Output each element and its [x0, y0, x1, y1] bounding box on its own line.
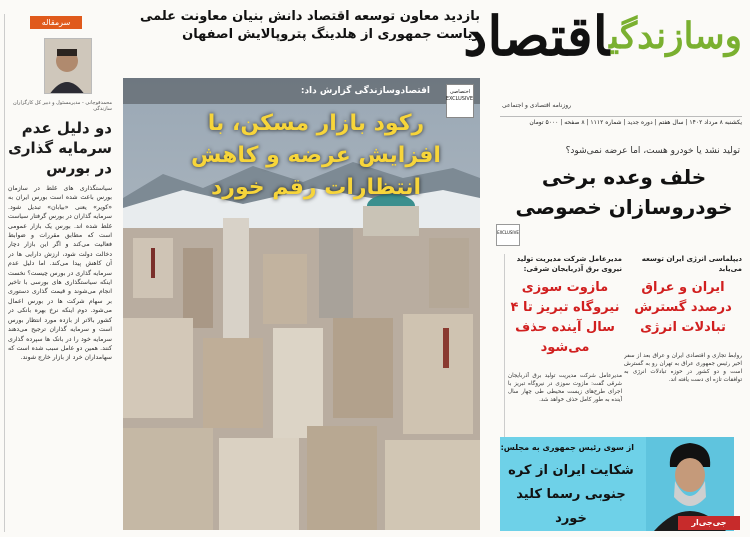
column-label: سرمقاله — [30, 16, 82, 29]
story-powerplant[interactable] — [504, 254, 622, 442]
story-powerplant-kicker: مدیرعامل شرکت مدیریت تولید نیروی برق آذربایجان شرقی: — [516, 255, 622, 273]
right-kicker: تولید نشد یا خودرو هست، اما عرضه نمی‌شود؟ — [565, 146, 740, 156]
column-author: محمدقوچانی - مدیرمسئول و دبیر کل کارگزاران سازندگی — [12, 100, 112, 112]
exclusive-badge: اختصاصی EXCLUSIVE — [446, 84, 474, 118]
story-energy-headline[interactable]: ایران و عراق درصدد گسترش تبادلات انرژی — [634, 280, 732, 335]
bottom-box-headline[interactable]: شکایت ایران از کره جنوبی رسما کلید خورد — [508, 463, 634, 526]
column-title[interactable]: دو دلیل عدم سرمایه گذاری در بورس — [8, 119, 112, 177]
story-energy-body: روابط تجاری و اقتصادی ایران و عراق بعد از سفر اخیر رئیس جمهوری عراق به تهران رو به گسترش است و دو کشور در حوزه تبادلات انرژی به توافقات تازه ای دست یافته اند. — [624, 353, 742, 383]
report-tag: اقتصادوسازندگی گزارش داد: — [300, 86, 430, 96]
story-energy-kicker: دیپلماسی انرژی ایران توسعه می‌یابد — [641, 255, 742, 273]
exclusive-badge-small: EXCLUSIVE — [496, 224, 520, 246]
main-headline[interactable]: رکود بازار مسکن، با افزایش عرضه و کاهش انتظارات رقم خورد — [191, 111, 441, 200]
bottom-box-kicker: از سوی رئیس جمهوری به مجلس: — [500, 443, 634, 452]
story-energy[interactable] — [624, 254, 742, 422]
masthead-title-main: اقتصاد — [463, 4, 610, 68]
editorial-column — [4, 14, 114, 532]
author-photo — [44, 38, 92, 94]
masthead-title — [463, 4, 742, 68]
brand-logo: جی‌جی‌ار — [678, 516, 740, 530]
right-headline[interactable]: خلف وعده برخی خودروسازان خصوصی — [515, 165, 733, 219]
top-headline[interactable]: بازدید معاون توسعه اقتصاد دانش بنیان معاونت علمی ریاست جمهوری از هلدینگ پتروپالایش اصفهان — [139, 9, 480, 42]
masthead — [463, 4, 742, 128]
issue-line: یکشنبه ۸ مرداد ۱۴۰۲ | سال هفتم | دوره جدید | شماره ۱۱۱۲ | ۸ صفحه | ۵۰۰۰ تومان — [500, 116, 742, 128]
story-powerplant-body: مدیرعامل شرکت مدیریت تولید برق آذربایجان شرقی گفت: مازوت سوزی در نیروگاه تبریز با اجرای طرح‌های زیست محیطی طی چهار سال آینده به طور کامل حذف خواهد شد. — [508, 373, 622, 403]
masthead-subtitle: روزنامه اقتصادی و اجتماعی — [502, 102, 572, 109]
column-body: سیاستگذاری های غلط در سازمان بورس باعث شده است بورس ایران به «کویر» یعنی «بیابان» تبدیل شود. سرمایه گذاران در بورس گرفتار سیاست غلط شده اند. بورس یک بازار عمومی است که مطابق مقررات و ضوابط فعالیت می‌کند و اگر این بازار دچار دخالت دولت شود، ارزش دارایی ها در آن کاهش پیدا می‌کند. اما دلیل عدم سرمایه گذاری در بورس چیست؟ نخست اینکه سیاستگذاری های بورسی با تاخیر انجام می‌شوند و قیمت گذاری دستوری بر سهام شرکت ها در بورس اعمال می‌شود. دوم اینکه نرخ بهره بانکی در کشور بالاتر از بازده مورد انتظار بورس است و سرمایه گذاران ترجیح می‌دهند سرمایه خود را در بانک ها سپرده گذاری کنند. همین دو عامل سبب شده است که سهامداران خرد از بازار خارج شوند. — [8, 185, 112, 362]
main-photo-panel[interactable] — [123, 78, 480, 530]
story-powerplant-headline[interactable]: مازوت سوزی نیروگاه تبریز تا ۴ سال آینده حذف می‌شود — [510, 280, 620, 355]
masthead-title-accent: وسازندگی — [609, 15, 742, 57]
